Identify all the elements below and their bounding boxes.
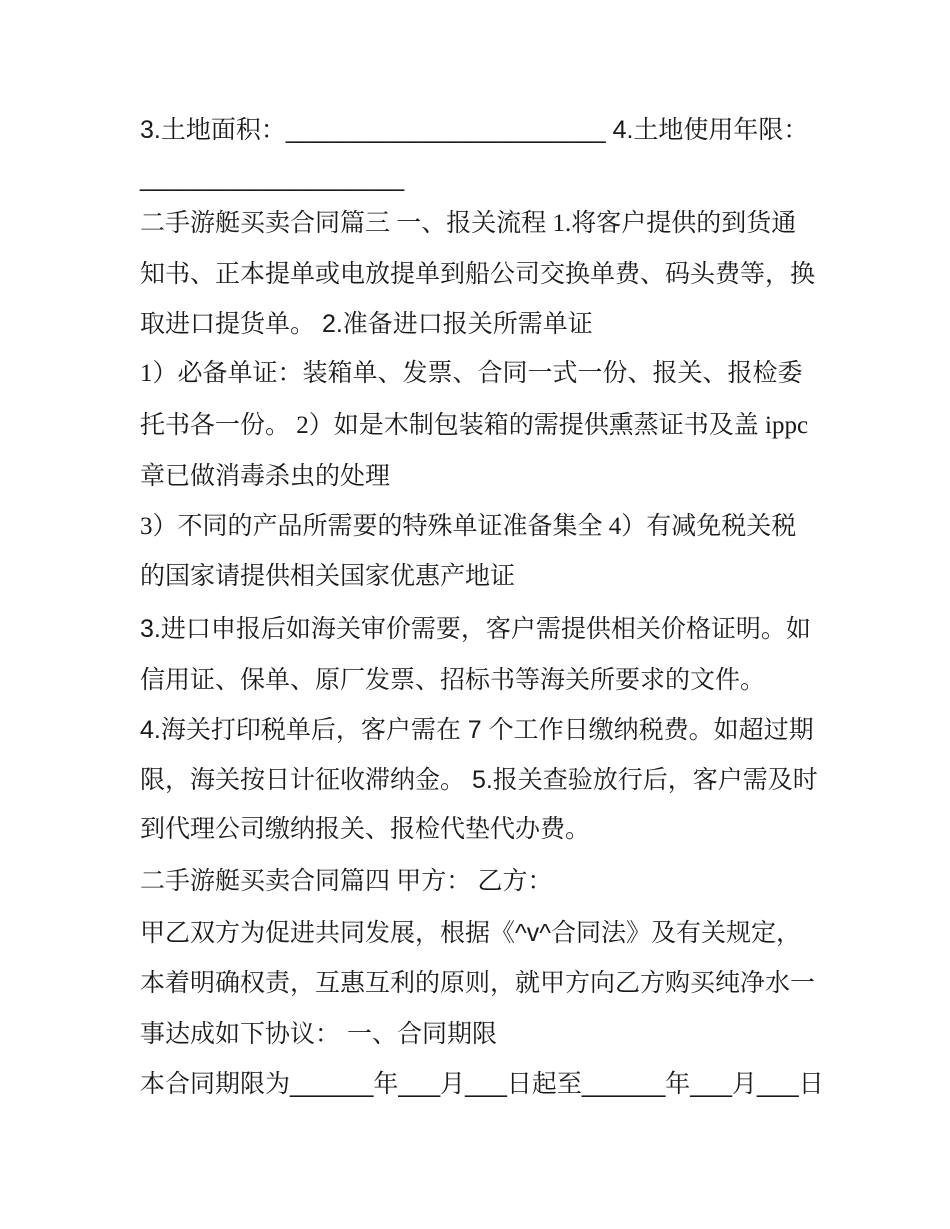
text-line: 信用证、保单、原厂发票、招标书等海关所要求的文件。 — [140, 666, 766, 694]
text-line: 本着明确权责，互惠互利的原则，就甲方向乙方购买纯净水一 — [140, 969, 816, 997]
text-line: 限，海关按日计征收滞纳金。 5.报关查验放行后，客户需及时 — [140, 766, 818, 794]
text-line: 3）不同的产品所需要的特殊单证准备集全 4）有减免税关税 — [140, 513, 797, 540]
text-line: 托书各一份。 2）如是木制包装箱的需提供熏蒸证书及盖 ippc — [140, 412, 809, 439]
text-line: 二手游艇买卖合同篇三 一、报关流程 1.将客户提供的到货通 — [140, 210, 797, 237]
text-line: 的国家请提供相关国家优惠产地证 — [140, 563, 516, 590]
text-line: 本合同期限为______年___月___日起至______年___月___日 — [140, 1070, 824, 1098]
text-line: 取进口提货单。 2.准备进口报关所需单证 — [140, 310, 593, 338]
text-line: 3.土地面积：_______________________ 4.土地使用年限： — [140, 116, 809, 144]
text-line: 章已做消毒杀虫的处理 — [140, 462, 391, 490]
text-line: ___________________ — [140, 164, 405, 192]
text-line: 事达成如下协议： 一、合同期限 — [140, 1020, 497, 1048]
text-line: 甲乙双方为促进共同发展，根据《^v^合同法》及有关规定， — [140, 919, 801, 947]
text-line: 知书、正本提单或电放提单到船公司交换单费、码头费等，换 — [140, 260, 816, 288]
text-line: 4.海关打印税单后，客户需在 7 个工作日缴纳税费。如超过期 — [140, 716, 814, 744]
text-line: 到代理公司缴纳报关、报检代垫代办费。 — [140, 816, 591, 843]
text-line: 1）必备单证：装箱单、发票、合同一式一份、报关、报检委 — [140, 360, 803, 387]
text-line: 二手游艇买卖合同篇四 甲方： 乙方： — [140, 868, 553, 895]
text-line: 3.进口申报后如海关审价需要，客户需提供相关价格证明。如 — [140, 615, 811, 643]
